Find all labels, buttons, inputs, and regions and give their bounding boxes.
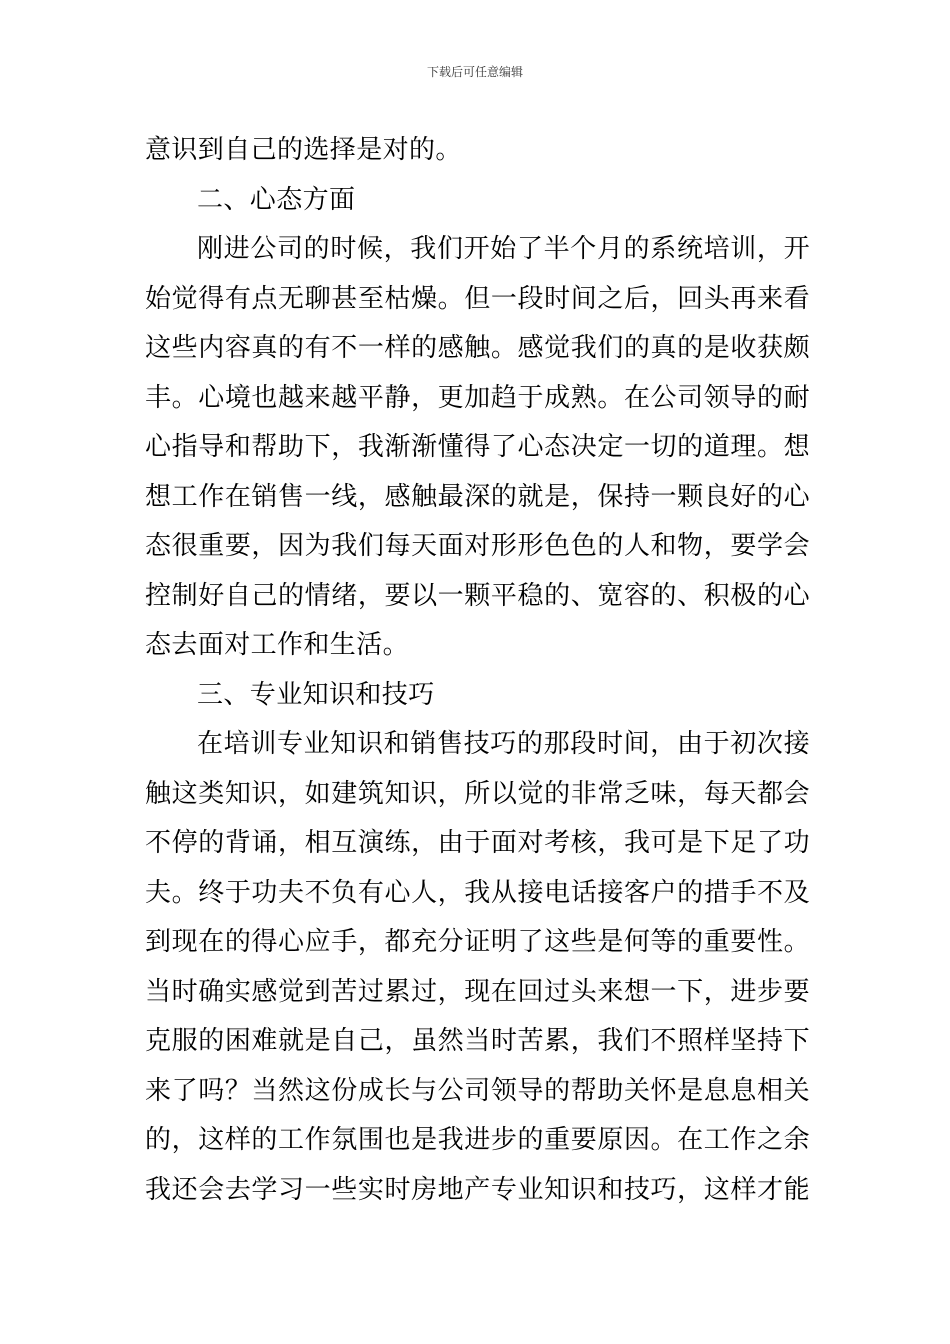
section-heading: 二、心态方面 [197, 184, 356, 215]
text-line: 不停的背诵，相互演练，由于面对考核，我可是下足了功 [145, 828, 810, 858]
text-line: 刚进公司的时候，我们开始了半个月的系统培训，开 [197, 234, 810, 264]
text-line: 这些内容真的有不一样的感触。感觉我们的真的是收获颇 [145, 333, 810, 363]
text-line: 丰。心境也越来越平静，更加趋于成熟。在公司领导的耐 [145, 382, 810, 413]
text-line: 始觉得有点无聊甚至枯燥。但一段时间之后，回头再来看 [145, 283, 810, 314]
section-heading: 三、专业知识和技巧 [197, 679, 435, 710]
body-text [145, 126, 810, 1215]
text-line: 夫。终于功夫不负有心人，我从接电话接客户的措手不及 [145, 877, 810, 908]
text-line: 想工作在销售一线，感触最深的就是，保持一颗良好的心 [145, 481, 810, 512]
text-line: 当时确实感觉到苦过累过，现在回过头来想一下，进步要 [145, 976, 810, 1007]
text-line: 来了吗？当然这份成长与公司领导的帮助关怀是息息相关 [145, 1075, 810, 1106]
text-line: 态去面对工作和生活。 [145, 630, 410, 660]
text-line: 的，这样的工作氛围也是我进步的重要原因。在工作之余 [145, 1125, 810, 1155]
text-line: 意识到自己的选择是对的。 [145, 135, 462, 165]
text-line: 态很重要，因为我们每天面对形形色色的人和物，要学会 [145, 531, 810, 561]
text-line: 克服的困难就是自己，虽然当时苦累，我们不照样坚持下 [145, 1026, 810, 1056]
text-line: 触这类知识，如建筑知识，所以觉的非常乏味，每天都会 [145, 778, 810, 809]
text-line: 在培训专业知识和销售技巧的那段时间，由于初次接 [197, 729, 810, 759]
page-header: 下载后可任意编辑 [426, 65, 523, 79]
text-line: 到现在的得心应手，都充分证明了这些是何等的重要性。 [145, 927, 810, 957]
text-line: 心指导和帮助下，我渐渐懂得了心态决定一切的道理。想 [145, 432, 810, 462]
text-line: 控制好自己的情绪，要以一颗平稳的、宽容的、积极的心 [145, 580, 810, 611]
text-line: 我还会去学习一些实时房地产专业知识和技巧，这样才能 [145, 1174, 810, 1205]
